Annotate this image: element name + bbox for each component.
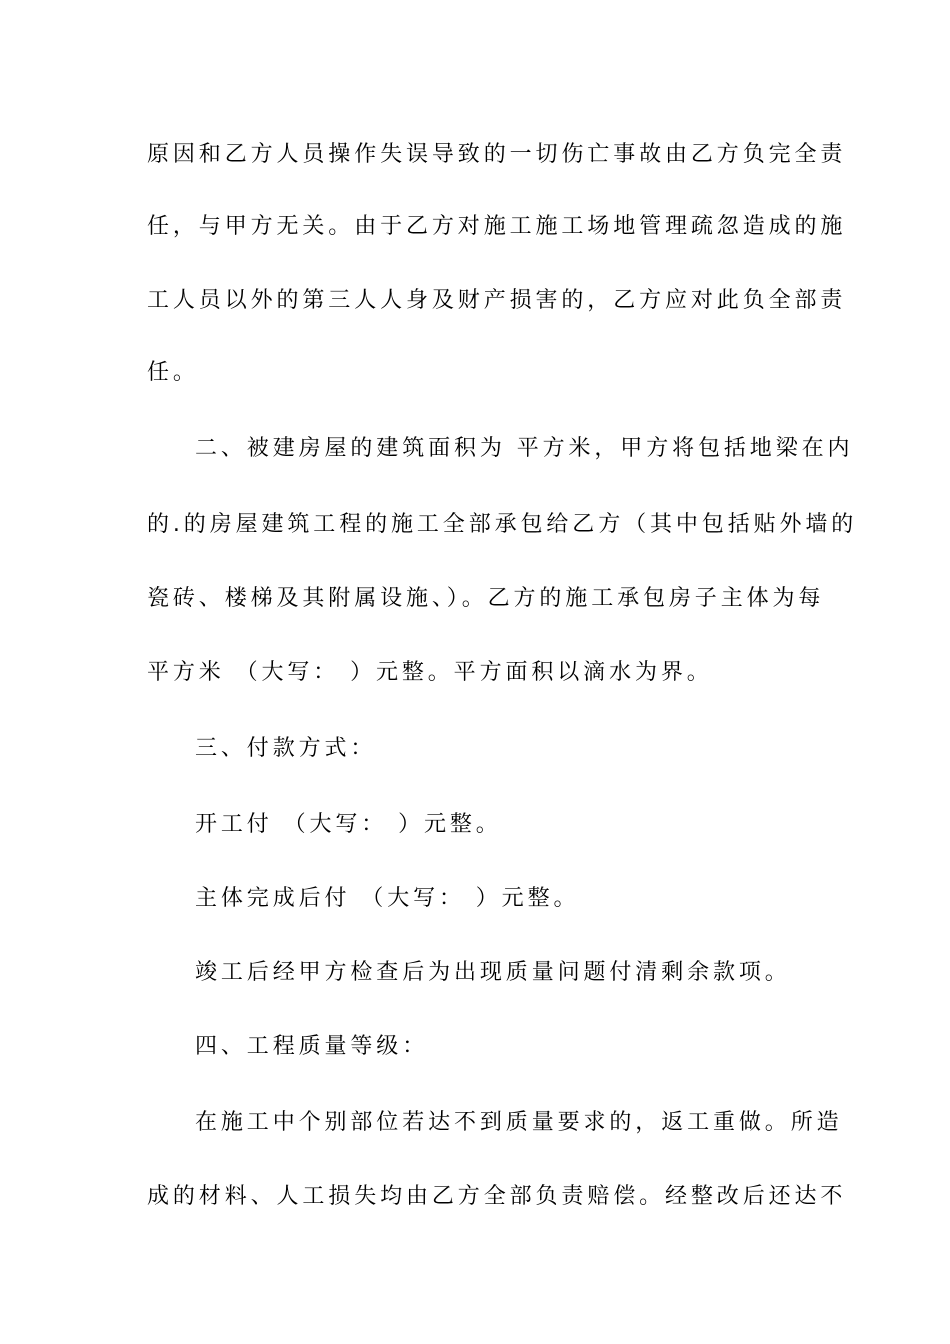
- payment-item-start: 开工付 （大写： ）元整。: [195, 812, 502, 837]
- body-line: 成的材料、人工损失均由乙方全部负责赔偿。经整改后还达不: [147, 1184, 847, 1209]
- payment-item-completion: 竣工后经甲方检查后为出现质量问题付清剩余款项。: [195, 960, 791, 985]
- body-line: 瓷砖、楼梯及其附属设施、）。乙方的施工承包房子主体为每: [147, 586, 825, 611]
- section-2-heading-line: 二、被建房屋的建筑面积为 平方米，甲方将包括地梁在内: [195, 436, 854, 461]
- body-line: 在施工中个别部位若达不到质量要求的，返工重做。所造: [195, 1110, 843, 1135]
- body-line: 任，与甲方无关。由于乙方对施工施工场地管理疏忽造成的施: [147, 214, 847, 239]
- section-4-heading: 四、工程质量等级：: [195, 1034, 429, 1059]
- body-line: 的.的房屋建筑工程的施工全部承包给乙方（其中包括贴外墙的: [147, 512, 858, 537]
- body-line: 平方米 （大写： ）元整。平方面积以滴水为界。: [147, 660, 713, 685]
- body-line: 任。: [147, 360, 199, 385]
- section-3-heading: 三、付款方式：: [195, 736, 377, 761]
- payment-item-main-structure: 主体完成后付 （大写： ）元整。: [195, 886, 580, 911]
- body-line: 原因和乙方人员操作失误导致的一切伤亡事故由乙方负完全责: [147, 142, 847, 167]
- body-line: 工人员以外的第三人人身及财产损害的，乙方应对此负全部责: [147, 288, 847, 313]
